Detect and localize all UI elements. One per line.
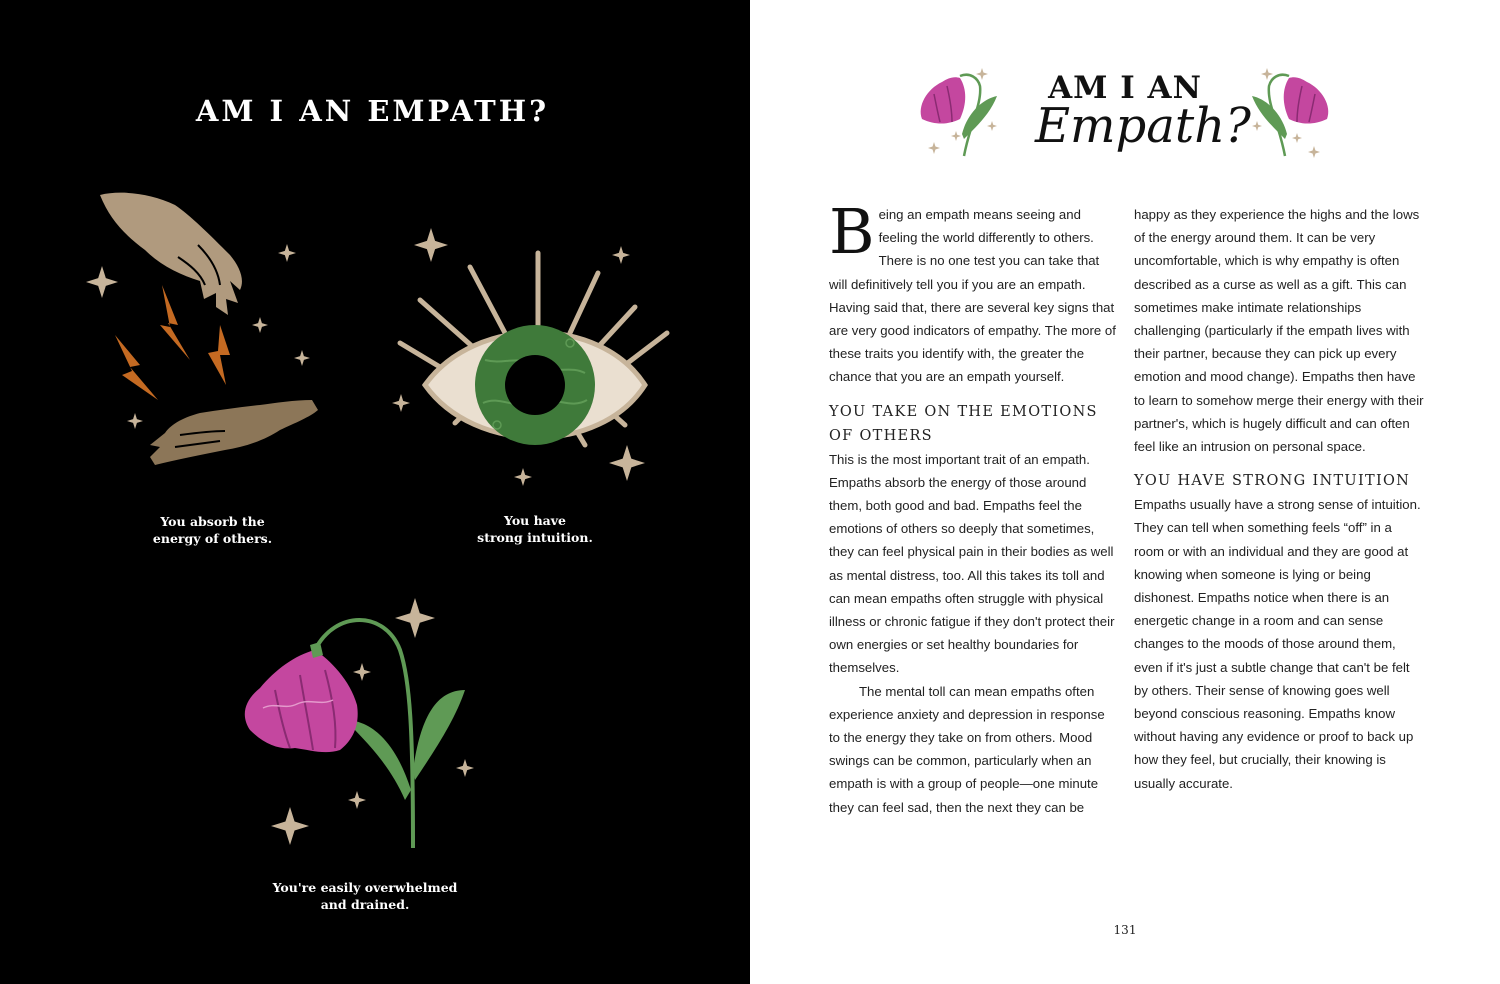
section-heading-intuition: YOU HAVE STRONG INTUITION (1134, 473, 1411, 490)
page-number: 131 (1113, 923, 1137, 937)
right-page (750, 0, 1500, 984)
right-page-title-line2: Empath? (1035, 98, 1251, 154)
drooping-flower-icon (235, 590, 485, 860)
caption-absorb: You absorb the energy of others. (152, 514, 273, 546)
section-paragraph: This is the most important trait of an empath. Empaths absorb the energy of those around them, both good and bad. Empaths feel the emotions of others so deeply that sometimes, they can feel physical pain in their bodies as well as mental distress, too. All this takes its toll and can mean empaths often struggle with physical illness or chronic fatigue if they don't protect their own energies or set healthy boundaries for themselves. (829, 451, 1115, 676)
flower-ornament-icon (912, 64, 1007, 164)
caption-overwhelmed: You're easily overwhelmed and drained. (272, 880, 458, 912)
right-page-title-line1: AM I AN (1048, 70, 1202, 106)
intro-paragraph: Being an empath means seeing and feeling the world differently to others. There is no one test you can take that will definitively tell you if you are an empath. Having said that, there are several key signs that are very good indicators of empathy. The more of these traits you identify with, the greater the chance that you are an empath yourself. (829, 195, 1116, 385)
section-paragraph: happy as they experience the highs and the lows of the energy around them. It can be very uncomfortable, which is why empathy is often described as a curse as well as a gift. This can sometimes make intimate relationships challenging (particularly if the empath lives with their partner, because they can pick up every emotion and mood change). Empaths then have to learn to somehow merge their energy with their partner's, which is hugely difficult and can often feel like an intrusion on personal space. (1134, 207, 1424, 455)
eye-icon (385, 215, 685, 495)
section-paragraph: The mental toll can mean empaths often experience anxiety and depression in response to the energy they take on from others. Mood swings can be common, particularly when an empath is with a group of people—one minute they can feel sad, then the next they can be (829, 683, 1105, 815)
hands-lightning-icon (80, 185, 330, 475)
drop-cap: B (829, 195, 875, 268)
left-page-title: AM I AN EMPATH? (195, 94, 550, 128)
flower-ornament-icon (1242, 64, 1337, 164)
text-column-1 (829, 195, 1119, 819)
caption-intuition: You have strong intuition. (477, 513, 593, 545)
section-heading-emotions: YOU TAKE ON THE EMOTIONS OF OTHERS (829, 403, 1098, 444)
section-paragraph: Empaths usually have a strong sense of intuition. They can tell when something feels “off” in a room or with an individual and they are good at knowing when someone is lying or being dishonest. Empaths notice when there is an energetic change in a room and can sense changes to the moods of those around them, even if it's just a subtle change that can't be felt by others. Their sense of knowing goes well beyond conscious reasoning. Empaths know without having any evidence or proof to back up how they feel, but crucially, their knowing is usually accurate. (1134, 497, 1421, 791)
text-column-2 (1134, 203, 1424, 795)
